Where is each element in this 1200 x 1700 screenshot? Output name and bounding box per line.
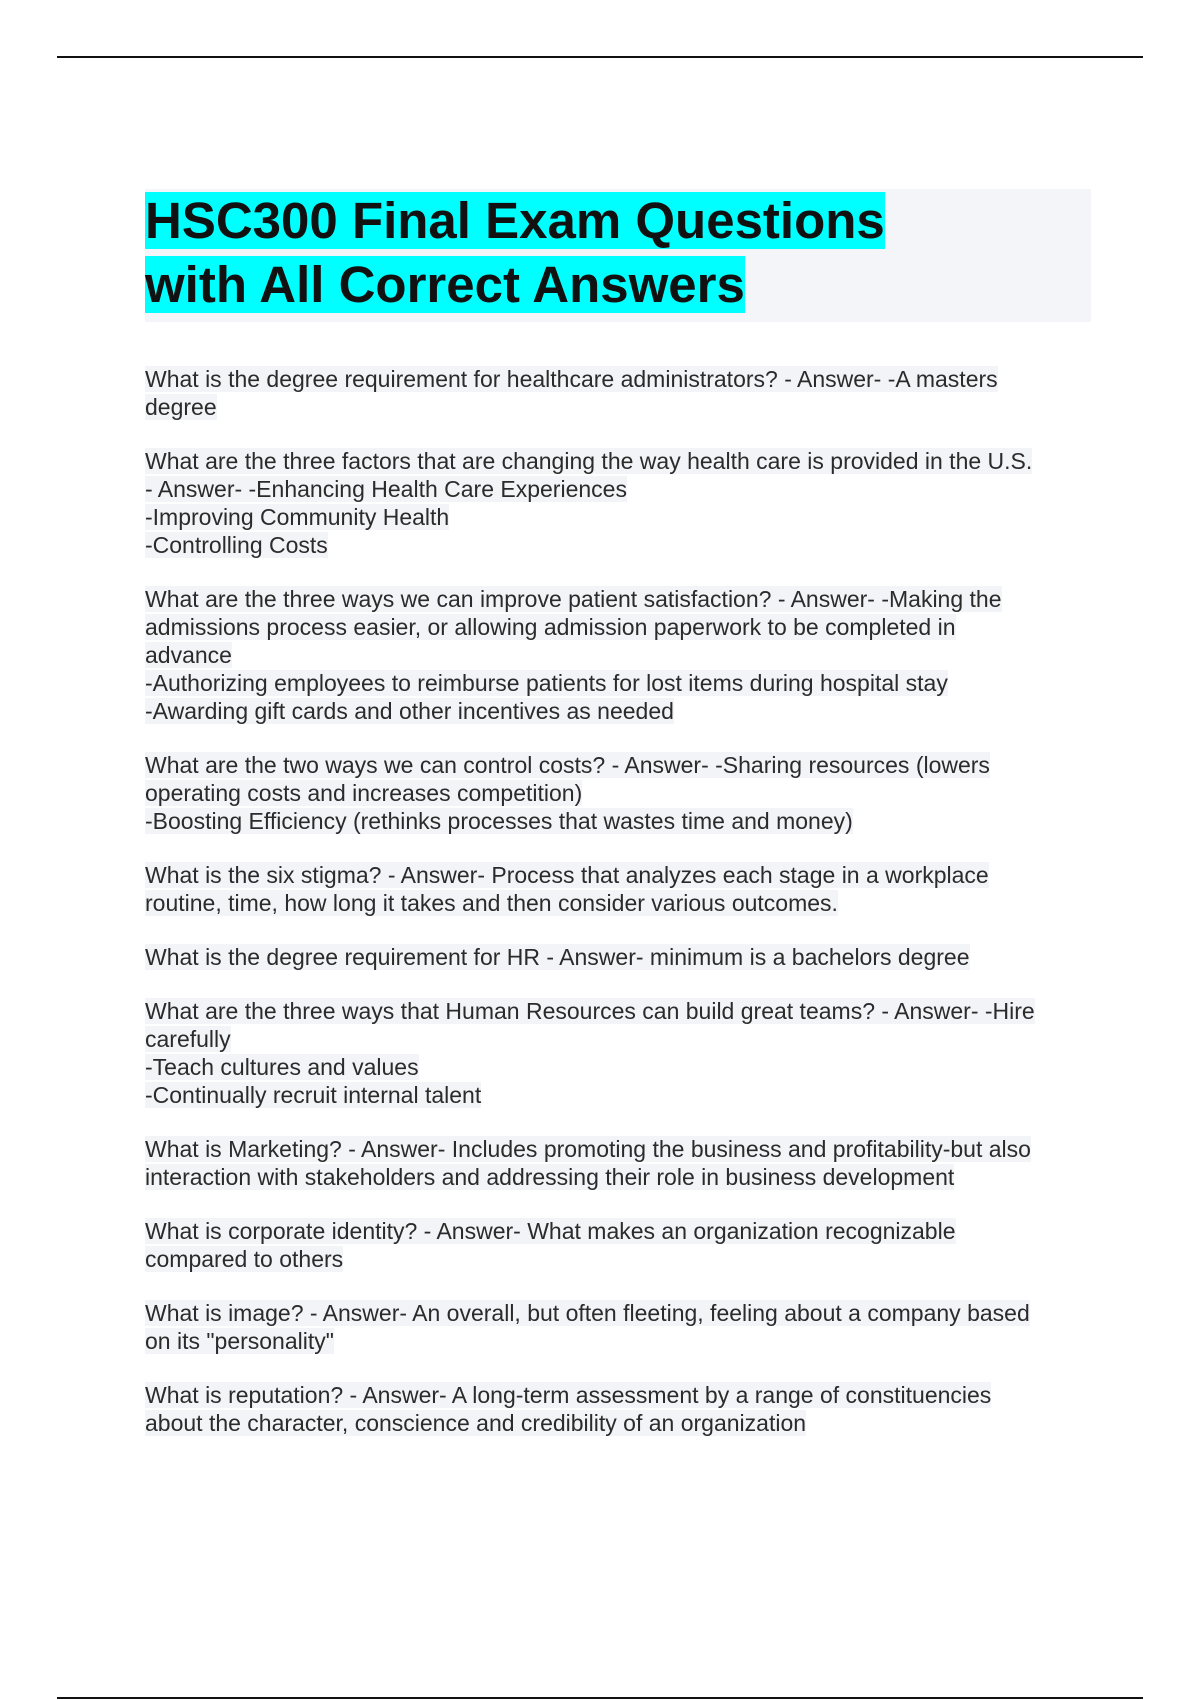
- qa-item: [145, 1381, 1095, 1437]
- qa-line: [145, 503, 1095, 531]
- qa-line-text: - Answer- -Enhancing Health Care Experiences: [145, 476, 627, 502]
- qa-line-text: What is corporate identity? - Answer- What makes an organization recognizable: [145, 1218, 956, 1244]
- qa-line: [145, 447, 1095, 475]
- qa-line: [145, 779, 1095, 807]
- document-title-line-2: with All Correct Answers: [145, 256, 745, 313]
- qa-line: [145, 1053, 1095, 1081]
- qa-line-text: interaction with stakeholders and addressing their role in business development: [145, 1164, 955, 1190]
- qa-line-text: -Continually recruit internal talent: [145, 1082, 482, 1108]
- qa-line: [145, 365, 1095, 393]
- qa-line-text: compared to others: [145, 1246, 344, 1272]
- qa-line-text: What is Marketing? - Answer- Includes promoting the business and profitability-but also: [145, 1136, 1031, 1162]
- top-rule: [57, 56, 1143, 58]
- document-title-line-1: HSC300 Final Exam Questions: [145, 192, 885, 249]
- qa-line: [145, 889, 1095, 917]
- qa-line-text: admissions process easier, or allowing admission paperwork to be completed in: [145, 614, 956, 640]
- document-title: [145, 189, 1091, 317]
- qa-line: [145, 1135, 1095, 1163]
- qa-line: [145, 1025, 1095, 1053]
- qa-item: [145, 1135, 1095, 1191]
- qa-line: [145, 641, 1095, 669]
- qa-line: [145, 943, 1095, 971]
- qa-line-text: What is reputation? - Answer- A long-term assessment by a range of constituencies: [145, 1382, 992, 1408]
- qa-line: [145, 807, 1095, 835]
- qa-line: [145, 697, 1095, 725]
- qa-line: [145, 669, 1095, 697]
- qa-item: [145, 751, 1095, 835]
- qa-line-text: about the character, conscience and credibility of an organization: [145, 1410, 807, 1436]
- qa-line: [145, 751, 1095, 779]
- qa-line: [145, 997, 1095, 1025]
- qa-line-text: What is the six stigma? - Answer- Process that analyzes each stage in a workplace: [145, 862, 989, 888]
- qa-line-text: What are the three factors that are changing the way health care is provided in the U.S.: [145, 448, 1033, 474]
- qa-line-text: carefully: [145, 1026, 231, 1052]
- qa-line: [145, 861, 1095, 889]
- qa-line: [145, 1217, 1095, 1245]
- qa-line-text: -Boosting Efficiency (rethinks processes that wastes time and money): [145, 808, 853, 834]
- qa-line: [145, 1299, 1095, 1327]
- qa-item: [145, 585, 1095, 725]
- qa-line-text: routine, time, how long it takes and then consider various outcomes.: [145, 890, 838, 916]
- qa-line-text: operating costs and increases competition): [145, 780, 583, 806]
- qa-line-text: on its "personality": [145, 1328, 334, 1354]
- qa-line-text: What are the two ways we can control costs? - Answer- -Sharing resources (lowers: [145, 752, 990, 778]
- qa-list: [145, 365, 1095, 1463]
- qa-line: [145, 1163, 1095, 1191]
- qa-line: [145, 1327, 1095, 1355]
- qa-line: [145, 531, 1095, 559]
- qa-line: [145, 1381, 1095, 1409]
- qa-line-text: -Controlling Costs: [145, 532, 328, 558]
- qa-line-text: -Authorizing employees to reimburse patients for lost items during hospital stay: [145, 670, 948, 696]
- qa-item: [145, 365, 1095, 421]
- qa-line-text: degree: [145, 394, 217, 420]
- qa-line: [145, 1081, 1095, 1109]
- qa-line: [145, 585, 1095, 613]
- qa-line-text: -Improving Community Health: [145, 504, 450, 530]
- qa-line-text: What are the three ways we can improve patient satisfaction? - Answer- -Making the: [145, 586, 1002, 612]
- qa-line-text: What is image? - Answer- An overall, but often fleeting, feeling about a company based: [145, 1300, 1030, 1326]
- bottom-rule: [57, 1697, 1143, 1699]
- qa-line: [145, 1409, 1095, 1437]
- qa-line-text: What are the three ways that Human Resources can build great teams? - Answer- -Hire: [145, 998, 1035, 1024]
- qa-line: [145, 393, 1095, 421]
- qa-line: [145, 475, 1095, 503]
- qa-line-text: -Awarding gift cards and other incentives as needed: [145, 698, 674, 724]
- qa-line: [145, 1245, 1095, 1273]
- qa-line-text: -Teach cultures and values: [145, 1054, 419, 1080]
- qa-item: [145, 997, 1095, 1109]
- qa-line-text: What is the degree requirement for healthcare administrators? - Answer- -A masters: [145, 366, 998, 392]
- qa-line-text: What is the degree requirement for HR - Answer- minimum is a bachelors degree: [145, 944, 970, 970]
- qa-line: [145, 613, 1095, 641]
- qa-item: [145, 943, 1095, 971]
- qa-item: [145, 447, 1095, 559]
- qa-item: [145, 1299, 1095, 1355]
- qa-line-text: advance: [145, 642, 232, 668]
- qa-item: [145, 861, 1095, 917]
- qa-item: [145, 1217, 1095, 1273]
